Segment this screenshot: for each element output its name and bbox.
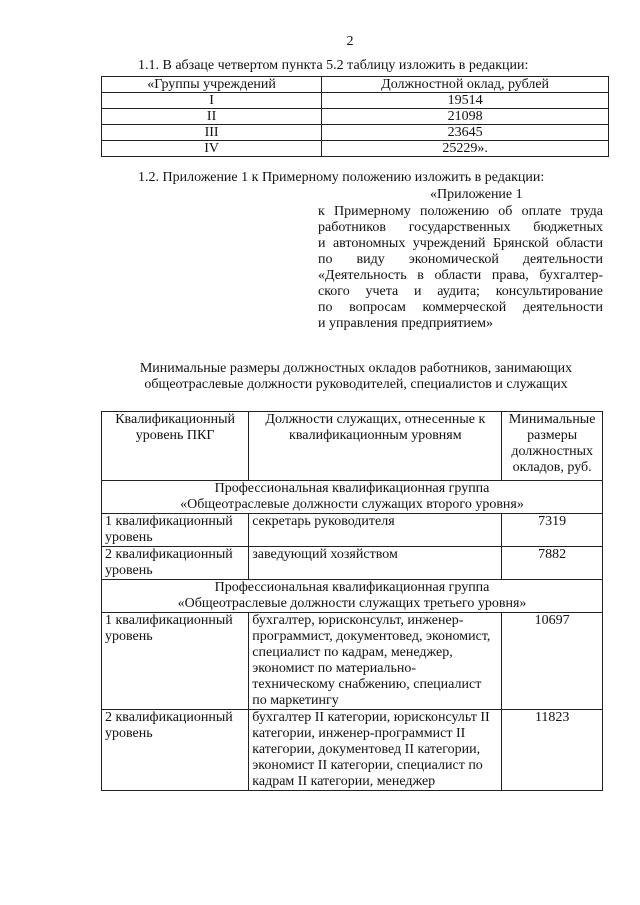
salary-groups-table xyxy=(101,76,609,157)
table-heading xyxy=(100,361,612,393)
heading-line: Минимальные размеры должностных окладов работников, занимающих xyxy=(139,361,573,376)
table-row xyxy=(102,93,609,109)
group-title xyxy=(102,481,603,514)
group-cell: I xyxy=(102,93,322,109)
table-row xyxy=(102,710,603,791)
paragraph-1-2: 1.2. Приложение 1 к Примерному положению изложить в редакции: xyxy=(138,170,545,185)
positions-cell: бухгалтер, юрисконсульт, инженер-программист, документовед, экономист, специалист по кадрам, менеджер, экономист по материально-техническому снабжению, специалист по маркетингу xyxy=(249,613,502,710)
group-cell: III xyxy=(102,125,322,141)
table-header-row xyxy=(102,77,609,93)
positions-cell: бухгалтер II категории, юрисконсульт II категории, инженер-программист II категории, документовед II категории, экономист II категории, специалист по кадрам II категории, менеджер xyxy=(249,710,502,791)
table-row xyxy=(102,109,609,125)
table-row xyxy=(102,547,603,580)
group-row xyxy=(102,580,603,613)
appendix-title: «Приложение 1 xyxy=(430,187,523,202)
group-title-line: Профессиональная квалификационная группа xyxy=(214,580,490,595)
appendix-line: по виду экономической деятельности xyxy=(318,252,603,267)
header-level: Квалификационный уровень ПКГ xyxy=(102,412,249,481)
paragraph-1-1: 1.1. В абзаце четвертом пункта 5.2 таблицу изложить в редакции: xyxy=(138,58,529,73)
header-salary: Должностной оклад, рублей xyxy=(322,77,609,93)
salary-cell: 21098 xyxy=(322,109,609,125)
group-title-line: Профессиональная квалификационная группа xyxy=(214,481,490,496)
salary-cell: 25229». xyxy=(322,141,609,157)
positions-cell: заведующий хозяйством xyxy=(249,547,502,580)
group-title xyxy=(102,580,603,613)
salary-cell: 10697 xyxy=(502,613,603,710)
level-cell: 2 квалификационный уровень xyxy=(102,547,249,580)
level-cell: 1 квалификационный уровень xyxy=(102,613,249,710)
table-row xyxy=(102,141,609,157)
level-cell: 1 квалификационный уровень xyxy=(102,514,249,547)
salary-cell: 19514 xyxy=(322,93,609,109)
appendix-line: и автономных учреждений Брянской области xyxy=(318,236,603,251)
table-row xyxy=(102,613,603,710)
page-number: 2 xyxy=(346,34,354,49)
appendix-line: к Примерному положению об оплате труда xyxy=(318,204,603,219)
appendix-reference xyxy=(318,204,603,332)
appendix-line: «Деятельность в области права, бухгалтер- xyxy=(318,268,603,283)
appendix-line: работников государственных бюджетных xyxy=(318,220,603,235)
positions-cell: секретарь руководителя xyxy=(249,514,502,547)
header-groups: «Группы учреждений xyxy=(102,77,322,93)
salary-cell: 7882 xyxy=(502,547,603,580)
appendix-line: по вопросам коммерческой деятельности xyxy=(318,300,603,315)
appendix-line: ского учета и аудита; консультирование xyxy=(318,284,603,299)
minimum-salaries-table xyxy=(101,411,603,791)
table-header-row xyxy=(102,412,603,481)
salary-cell: 7319 xyxy=(502,514,603,547)
group-title-line: «Общеотраслевые должности служащих третьего уровня» xyxy=(177,596,527,611)
salary-cell: 11823 xyxy=(502,710,603,791)
table-row xyxy=(102,514,603,547)
group-cell: II xyxy=(102,109,322,125)
header-min-salary: Минимальные размеры должностных окладов, руб. xyxy=(502,412,603,481)
heading-line: общеотраслевые должности руководителей, специалистов и служащих xyxy=(144,377,568,392)
group-cell: IV xyxy=(102,141,322,157)
group-title-line: «Общеотраслевые должности служащих второго уровня» xyxy=(180,497,524,512)
group-row xyxy=(102,481,603,514)
level-cell: 2 квалификационный уровень xyxy=(102,710,249,791)
salary-cell: 23645 xyxy=(322,125,609,141)
table-row xyxy=(102,125,609,141)
header-positions: Должности служащих, отнесенные к квалификационным уровням xyxy=(249,412,502,481)
appendix-line: и управления предприятием» xyxy=(318,316,493,331)
